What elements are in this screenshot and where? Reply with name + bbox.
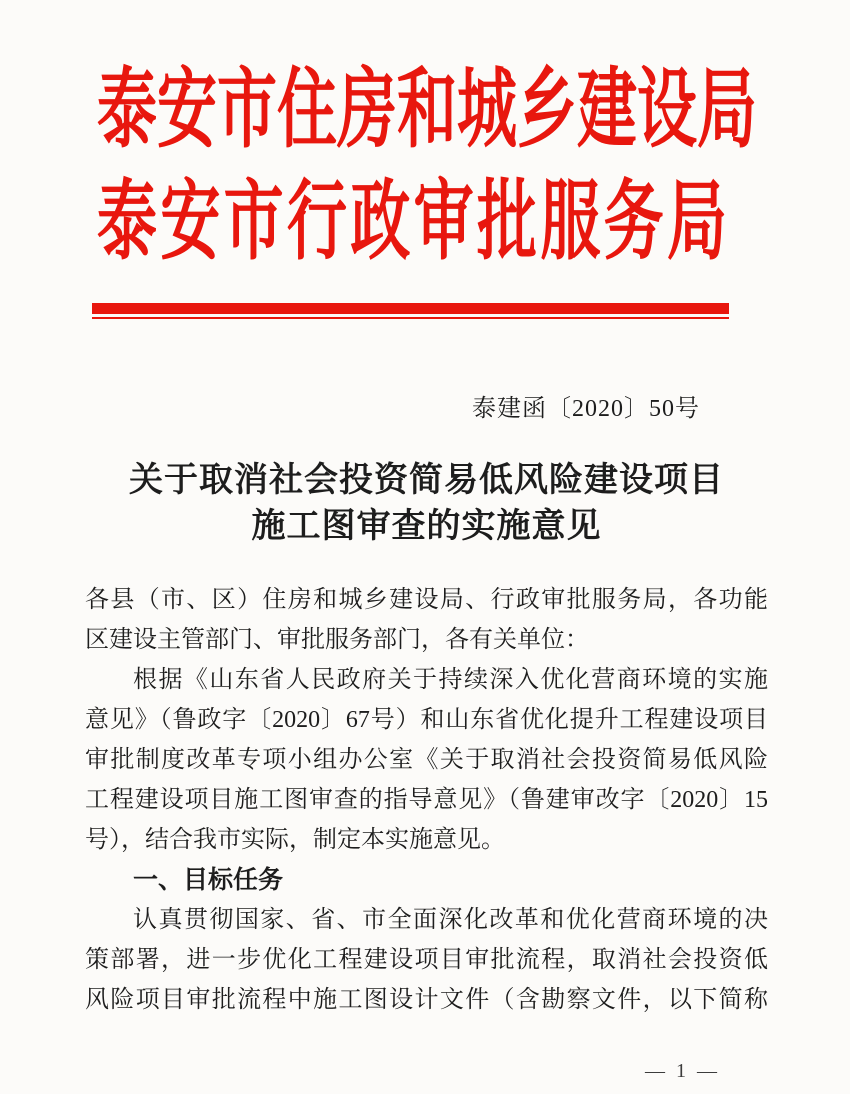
doc-number: 泰建函〔2020〕50号 <box>472 396 700 422</box>
doc-title-line-2: 施工图审查的实施意见 <box>251 508 602 545</box>
doc-title <box>85 458 768 550</box>
org-title-line-1: 泰安市住房和城乡建设局 <box>97 62 757 158</box>
body-line: 工程建设项目施工图审查的指导意见》（鲁建审改字〔2020〕15 <box>85 787 768 813</box>
body-line: 号），结合我市实际，制定本实施意见。 <box>85 827 505 853</box>
page-number: — 1 — <box>645 1060 720 1082</box>
body-line: 一、目标任务 <box>133 866 284 894</box>
body-line: 风险项目审批流程中施工图设计文件（含勘察文件，以下简称 <box>85 987 768 1013</box>
body-line: 根据《山东省人民政府关于持续深入优化营商环境的实施 <box>133 667 768 693</box>
letterhead <box>97 54 757 278</box>
body-line: 区建设主管部门、审批服务部门，各有关单位： <box>85 627 589 653</box>
body-line: 认真贯彻国家、省、市全面深化改革和优化营商环境的决 <box>133 907 768 933</box>
body-line: 各县（市、区）住房和城乡建设局、行政审批服务局，各功能 <box>85 587 768 613</box>
body-line: 审批制度改革专项小组办公室《关于取消社会投资简易低风险 <box>85 747 768 773</box>
body-text <box>85 580 768 1020</box>
red-separator <box>92 303 729 319</box>
body-line: 策部署，进一步优化工程建设项目审批流程，取消社会投资低 <box>85 947 768 973</box>
red-separator-bar <box>92 303 729 314</box>
body-line: 意见》（鲁政字〔2020〕67号）和山东省优化提升工程建设项目 <box>85 707 768 733</box>
red-separator-thin-line <box>92 317 729 319</box>
org-title-line-2: 泰安市行政审批服务局 <box>97 174 727 270</box>
doc-title-line-1: 关于取消社会投资简易低风险建设项目 <box>129 462 724 499</box>
